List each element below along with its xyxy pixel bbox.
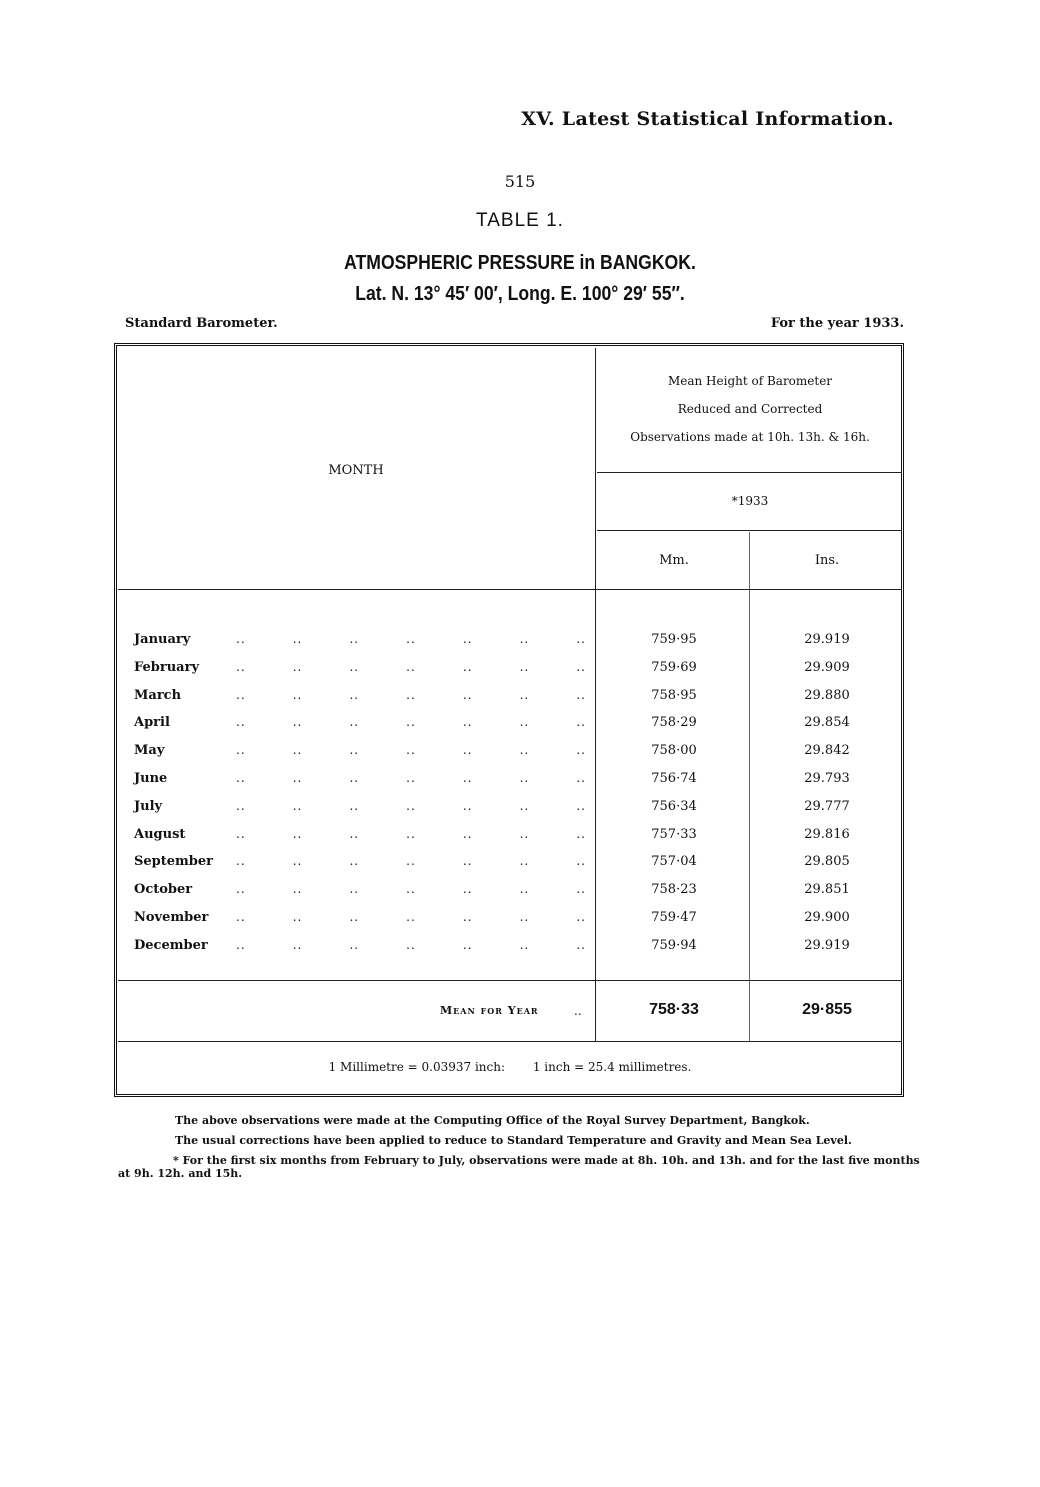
table-row — [0, 854, 1040, 880]
mm-cell: 758·29 — [651, 715, 697, 731]
ins-cell: 29.805 — [804, 854, 850, 870]
leader-dot: .. — [236, 659, 246, 674]
conversion-left: 1 Millimetre = 0.03937 inch: — [328, 1060, 506, 1074]
ins-column-header: Ins. — [814, 553, 840, 568]
mm-cell: 758·00 — [651, 743, 697, 759]
leader-dot: .. — [236, 798, 246, 813]
location-subtitle: Lat. N. 13° 45′ 00′, Long. E. 100° 29′ 55″. — [355, 283, 685, 305]
leader-dot: .. — [349, 826, 360, 841]
leader-dot: .. — [462, 854, 473, 869]
month-cell: November — [134, 910, 209, 925]
header-line-1: Mean Height of Barometer — [667, 374, 833, 388]
header-rule-1 — [597, 472, 902, 473]
leader-dot: .. — [576, 798, 586, 813]
month-cell: October — [134, 882, 193, 898]
leader-dot: .. — [236, 910, 246, 924]
leader-dot: .. — [462, 659, 473, 674]
leader-dot: .. — [462, 715, 473, 730]
mm-cell: 756·34 — [651, 798, 697, 814]
leader-dot: .. — [519, 771, 530, 785]
month-cell: June — [134, 771, 168, 786]
leader-dot: .. — [236, 632, 246, 646]
leader-dot: .. — [236, 826, 246, 841]
leader-dot: .. — [576, 854, 586, 869]
leader-dots — [236, 882, 586, 896]
mean-label: Mean for Year — [440, 1004, 539, 1017]
ins-cell: 29.842 — [804, 743, 850, 759]
leader-dots — [236, 688, 586, 702]
leader-dot: .. — [292, 798, 303, 813]
leader-dot: .. — [236, 687, 246, 702]
mm-cell: 759·94 — [651, 937, 697, 953]
leader-dot: .. — [462, 687, 473, 702]
footnote-3: * For the first six months from February to July, observations were made at 8h. 10h. and 13h. and for the last five months at 9h. 12h. and 15h. — [118, 1154, 920, 1181]
leader-dot: .. — [349, 910, 360, 924]
leader-dot: .. — [406, 798, 416, 813]
ins-cell: 29.816 — [804, 826, 850, 842]
leader-dot: .. — [462, 798, 473, 813]
month-cell: March — [134, 687, 182, 703]
month-cell: April — [134, 715, 170, 731]
month-cell: August — [134, 826, 186, 842]
year-note: For the year 1933. — [770, 316, 904, 331]
leader-dot: .. — [292, 632, 303, 646]
ins-cell: 29.793 — [804, 771, 850, 786]
mm-cell: 759·47 — [651, 910, 697, 925]
leader-dots — [236, 938, 586, 952]
leader-dots — [236, 854, 586, 868]
leader-dot: .. — [519, 659, 530, 674]
mm-column-header: Mm. — [659, 553, 689, 568]
table-row — [0, 632, 1040, 658]
month-cell: September — [134, 854, 213, 870]
table-row — [0, 910, 1040, 936]
month-cell: January — [134, 632, 191, 647]
leader-dots — [236, 799, 586, 813]
leader-dot: .. — [576, 687, 586, 702]
table-row — [0, 660, 1040, 686]
leader-dot: .. — [406, 743, 416, 758]
leader-dot: .. — [406, 715, 416, 730]
leader-dot: .. — [236, 771, 246, 785]
leader-dot: .. — [292, 910, 303, 924]
ins-cell: 29.919 — [804, 632, 850, 647]
leader-dot: .. — [406, 659, 416, 674]
leader-dot: .. — [349, 715, 360, 730]
leader-dot: .. — [576, 937, 586, 952]
leader-dot: .. — [462, 882, 473, 897]
leader-dot: .. — [519, 826, 530, 841]
leader-dot: .. — [236, 937, 246, 952]
leader-dot: .. — [349, 882, 360, 897]
leader-dot: .. — [349, 798, 360, 813]
leader-dot: .. — [576, 743, 586, 758]
table-row — [0, 771, 1040, 797]
leader-dot: .. — [462, 937, 473, 952]
leader-dot: .. — [576, 715, 586, 730]
leader-dot: .. — [576, 632, 586, 646]
leader-dot: .. — [349, 937, 360, 952]
leader-dot: .. — [519, 687, 530, 702]
leader-dots — [236, 743, 586, 757]
table-title: TABLE 1. — [476, 210, 564, 231]
ins-cell: 29.909 — [804, 659, 850, 675]
leader-dot: .. — [576, 771, 586, 785]
leader-dot: .. — [236, 743, 246, 758]
leader-dot: .. — [236, 854, 246, 869]
table-row — [0, 827, 1040, 853]
instrument-note: Standard Barometer. — [125, 316, 278, 331]
leader-dot: .. — [349, 632, 360, 646]
mean-rule — [118, 980, 902, 981]
leader-dot: .. — [406, 632, 416, 646]
leader-dot: .. — [292, 771, 303, 785]
table-row — [0, 688, 1040, 714]
leader-dot: .. — [406, 937, 416, 952]
footnote-1: The above observations were made at the Computing Office of the Royal Survey Department, Bangkok. — [175, 1114, 810, 1127]
table-row — [0, 715, 1040, 741]
leader-dot: .. — [292, 687, 303, 702]
leader-dot: .. — [292, 659, 303, 674]
leader-dot: .. — [292, 715, 303, 730]
month-column-header: MONTH — [328, 463, 384, 478]
ins-cell: 29.919 — [804, 937, 850, 953]
ins-cell: 29.900 — [804, 910, 850, 925]
footnote-2: The usual corrections have been applied to reduce to Standard Temperature and Gravity and Mean Sea Level. — [175, 1134, 852, 1147]
mm-cell: 759·95 — [651, 632, 697, 647]
ins-cell: 29.777 — [804, 798, 850, 814]
leader-dot: .. — [462, 826, 473, 841]
conversion-right: 1 inch = 25.4 millimetres. — [532, 1060, 692, 1074]
leader-dot: .. — [576, 882, 586, 897]
leader-dot: .. — [519, 910, 530, 924]
leader-dot: .. — [406, 826, 416, 841]
leader-dot: .. — [576, 659, 586, 674]
month-cell: December — [134, 937, 208, 953]
month-cell: May — [134, 743, 165, 759]
main-title: ATMOSPHERIC PRESSURE in BANGKOK. — [344, 252, 696, 274]
leader-dot: .. — [462, 743, 473, 758]
mm-cell: 758·95 — [651, 687, 697, 703]
month-cell: February — [134, 659, 200, 675]
leader-dot: .. — [349, 743, 360, 758]
leader-dot: .. — [519, 798, 530, 813]
leader-dot: .. — [349, 687, 360, 702]
leader-dot: .. — [519, 632, 530, 646]
leader-dot: .. — [576, 826, 586, 841]
leader-dots — [236, 632, 586, 646]
mean-ins-value: 29·855 — [802, 1001, 852, 1018]
leader-dot: .. — [349, 659, 360, 674]
table-row — [0, 799, 1040, 825]
section-heading: XV. Latest Statistical Information. — [521, 108, 894, 130]
leader-dot: .. — [406, 854, 416, 869]
leader-dot: .. — [519, 743, 530, 758]
leader-dot: .. — [292, 826, 303, 841]
ins-cell: 29.854 — [804, 715, 850, 731]
leader-dot: .. — [292, 882, 303, 897]
leader-dot: .. — [406, 882, 416, 897]
mm-cell: 757·04 — [651, 854, 697, 870]
leader-dot: .. — [519, 882, 530, 897]
leader-dot: .. — [292, 937, 303, 952]
ins-cell: 29.851 — [804, 882, 850, 898]
leader-dot: .. — [462, 771, 473, 785]
leader-dot: .. — [462, 632, 473, 646]
header-rule-2 — [597, 530, 902, 531]
table-row — [0, 743, 1040, 769]
leader-dot: .. — [576, 910, 586, 924]
mm-cell: 756·74 — [651, 771, 697, 786]
leader-dots — [236, 660, 586, 674]
leader-dot: .. — [292, 743, 303, 758]
leader-dot: .. — [292, 854, 303, 869]
leader-dot: .. — [519, 937, 530, 952]
year-header: *1933 — [731, 494, 769, 508]
leader-dot: .. — [462, 910, 473, 924]
leader-dot: .. — [406, 910, 416, 924]
leader-dot: .. — [236, 715, 246, 730]
header-line-2: Reduced and Corrected — [677, 402, 823, 416]
month-cell: July — [134, 798, 163, 814]
leader-dot: .. — [406, 771, 416, 785]
mm-cell: 758·23 — [651, 882, 697, 898]
leader-dots — [236, 910, 586, 924]
page-number: 515 — [504, 172, 536, 191]
leader-dots — [236, 715, 586, 729]
header-line-3: Observations made at 10h. 13h. & 16h. — [630, 430, 870, 444]
mm-cell: 757·33 — [651, 826, 697, 842]
mean-leader-dots: .. — [574, 1004, 582, 1018]
table-row — [0, 938, 1040, 964]
table-row — [0, 882, 1040, 908]
leader-dot: .. — [349, 771, 360, 785]
conversion-note — [118, 1060, 902, 1074]
ins-cell: 29.880 — [804, 687, 850, 703]
leader-dot: .. — [236, 882, 246, 897]
mean-mm-value: 758·33 — [649, 1001, 699, 1018]
leader-dot: .. — [519, 715, 530, 730]
header-rule-3 — [118, 589, 902, 590]
conversion-rule — [118, 1041, 902, 1042]
leader-dot: .. — [519, 854, 530, 869]
leader-dot: .. — [349, 854, 360, 869]
leader-dots — [236, 771, 586, 785]
leader-dots — [236, 827, 586, 841]
leader-dot: .. — [406, 687, 416, 702]
mm-cell: 759·69 — [651, 659, 697, 675]
